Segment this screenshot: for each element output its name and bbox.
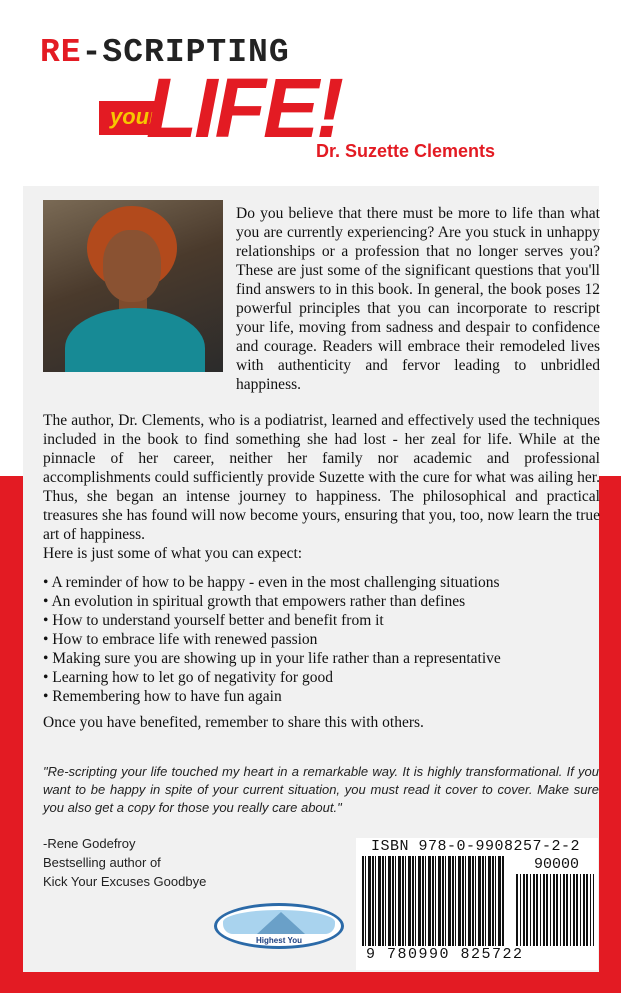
ean-number: 9 780990 825722 xyxy=(366,946,524,963)
title-your: your xyxy=(110,104,158,129)
photo-shirt xyxy=(65,308,205,372)
isbn-label: ISBN 978-0-9908257-2-2 xyxy=(371,838,581,855)
title-re: RE xyxy=(40,34,82,71)
list-item: • Learning how to let go of negativity for good xyxy=(43,669,333,686)
title-life: LIFE! xyxy=(146,61,341,155)
testimonial-name: -Rene Godefroy xyxy=(43,836,136,851)
benefit-list xyxy=(43,573,501,706)
closing-line: Once you have benefited, remember to share this with others. xyxy=(43,714,424,731)
intro-paragraph: Do you believe that there must be more to life than what you are currently experiencing? Are you stuck in unhappy relationships or a profession that no longer serves you? These are just some of the significant questions that you'll find answers to in this book. In general, the book poses 12 powerful principles that you can incorporate to rescript your life, moving from sadness and despair to confidence and courage. Readers will embrace their remodeled lives with authenticity and fervor leading to unbridled happiness. xyxy=(236,205,600,393)
expect-heading: Here is just some of what you can expect: xyxy=(43,545,303,562)
testimonial-book: Kick Your Excuses Goodbye xyxy=(43,874,207,889)
mountain-shape xyxy=(257,912,305,934)
barcode-bars xyxy=(362,856,504,946)
list-item: • An evolution in spiritual growth that empowers rather than defines xyxy=(43,593,466,610)
list-item: • A reminder of how to be happy - even in the most challenging situations xyxy=(43,574,500,591)
barcode-addon-bars xyxy=(516,874,594,946)
testimonial-attribution xyxy=(43,834,206,891)
list-item: • How to embrace life with renewed passion xyxy=(43,631,318,648)
author-paragraph: The author, Dr. Clements, who is a podiatrist, learned and effectively used the techniques included in the book to find something she had lost - her zeal for life. While at the pinnacle of her career, neither her family nor academic and professional accomplishments could sufficiently provide Suzette with the cure for what was ailing her. Thus, she began an intense journey to happiness. The philosophical and practical treasures she has found will now become yours, ensuring that you, too, now learn the true art of happiness. xyxy=(43,412,600,543)
author-name: Dr. Suzette Clements xyxy=(316,141,496,161)
list-item: • How to understand yourself better and benefit from it xyxy=(43,612,384,629)
list-item: • Making sure you are showing up in your life rather than a representative xyxy=(43,650,501,667)
title-scripting: -SCRIPTING xyxy=(81,34,290,71)
publisher-logo xyxy=(214,903,344,949)
testimonial-role: Bestselling author of xyxy=(43,855,161,870)
cover-header xyxy=(0,0,621,186)
author-photo xyxy=(43,200,223,372)
testimonial-quote: "Re-scripting your life touched my heart in a remarkable way. It is highly transformational. If you want to be happy in spite of your current situation, you must read it cover to cover. Make sure you also get a copy for those you really care about." xyxy=(43,764,599,815)
list-item: • Remembering how to have fun again xyxy=(43,688,282,705)
publisher-logo-text: Highest You xyxy=(256,936,302,945)
photo-face xyxy=(103,230,161,302)
price-code: 90000 xyxy=(534,856,580,873)
